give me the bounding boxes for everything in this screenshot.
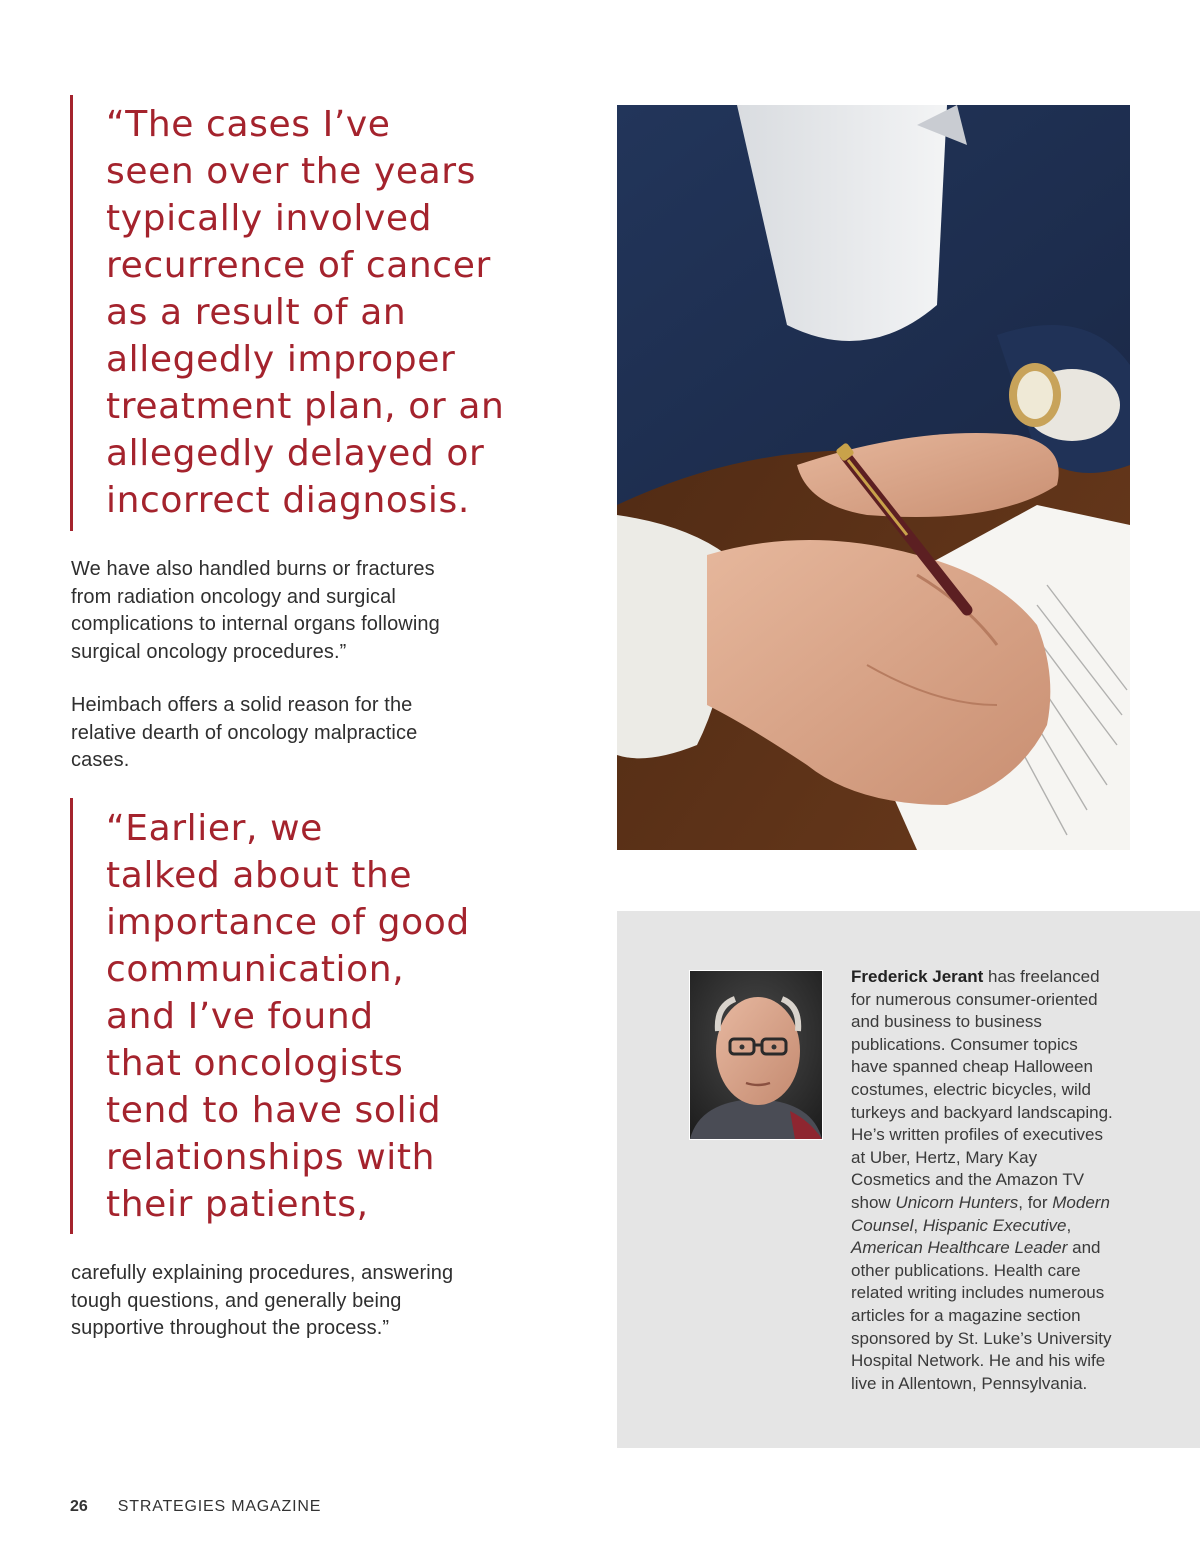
pull-quote-1 xyxy=(70,95,540,531)
bio-line: have spanned cheap Halloween xyxy=(851,1057,1093,1077)
paragraph-line: carefully explaining procedures, answering xyxy=(71,1262,454,1284)
bio-line: articles for a magazine section xyxy=(851,1305,1081,1325)
bio-line: turkeys and backyard landscaping. xyxy=(851,1102,1113,1122)
publication-title: American Healthcare Leader xyxy=(851,1238,1068,1258)
paragraph-line: complications to internal organs following xyxy=(71,613,440,635)
pull-quote-line: importance of good xyxy=(106,902,470,943)
body-paragraph-3 xyxy=(71,1260,541,1343)
bio-text-segment: , for xyxy=(1018,1192,1053,1212)
pull-quote-line: as a result of an xyxy=(106,292,407,333)
pull-quote-line: and I’ve found xyxy=(106,996,374,1037)
bio-line: He’s written profiles of executives xyxy=(851,1125,1103,1145)
bio-line xyxy=(851,1192,1171,1215)
bio-line: and business to business xyxy=(851,1012,1042,1032)
publication-title: Unicorn Hunters xyxy=(895,1192,1019,1212)
pull-quote-2 xyxy=(70,798,540,1234)
author-bio-text xyxy=(851,966,1171,1395)
pull-quote-line: allegedly improper xyxy=(106,339,456,380)
paragraph-line: cases. xyxy=(71,749,130,771)
bio-line: sponsored by St. Luke’s University xyxy=(851,1328,1112,1348)
bio-line: live in Allentown, Pennsylvania. xyxy=(851,1373,1088,1393)
paragraph-line: supportive throughout the process.” xyxy=(71,1317,390,1339)
bio-line: for numerous consumer-oriented xyxy=(851,989,1098,1009)
pull-quote-line: seen over the years xyxy=(106,151,477,192)
bio-line xyxy=(851,1237,1171,1260)
pull-quote-line: incorrect diagnosis. xyxy=(106,480,470,521)
pull-quote-line: communication, xyxy=(106,949,405,990)
pull-quote-line: relationships with xyxy=(106,1137,435,1178)
page-footer xyxy=(70,1498,321,1516)
publication-title: Counsel xyxy=(851,1215,914,1235)
paragraph-line: Heimbach offers a solid reason for the xyxy=(71,694,413,716)
author-name: Frederick Jerant xyxy=(851,967,984,986)
pull-quote-line: typically involved xyxy=(106,198,433,239)
bio-line: other publications. Health care xyxy=(851,1260,1081,1280)
paragraph-line: from radiation oncology and surgical xyxy=(71,585,396,608)
pull-quote-line: their patients, xyxy=(106,1184,369,1225)
publication-title: Modern xyxy=(1052,1192,1110,1212)
bio-line xyxy=(851,1215,1171,1238)
article-photo-writing-hand xyxy=(617,105,1130,850)
bio-text-segment: and xyxy=(1067,1238,1101,1258)
pull-quote-line: “The cases I’ve xyxy=(106,104,391,145)
author-headshot xyxy=(689,970,823,1140)
pull-quote-line: treatment plan, or an xyxy=(106,386,505,427)
bio-line: Hospital Network. He and his wife xyxy=(851,1351,1106,1371)
bio-line: related writing includes numerous xyxy=(851,1283,1105,1303)
paragraph-line: surgical oncology procedures.” xyxy=(71,640,347,663)
pull-quote-line: recurrence of cancer xyxy=(106,245,491,286)
body-paragraph-1 xyxy=(71,556,541,666)
bio-line: publications. Consumer topics xyxy=(851,1034,1078,1054)
page-number: 26 xyxy=(70,1498,88,1515)
bio-text-segment: , xyxy=(913,1215,923,1235)
pull-quote-line: talked about the xyxy=(106,855,413,896)
paragraph-line: tough questions, and generally being xyxy=(71,1289,402,1312)
bio-line: at Uber, Hertz, Mary Kay xyxy=(851,1147,1038,1167)
publication-name: STRATEGIES MAGAZINE xyxy=(117,1498,322,1515)
paragraph-line: relative dearth of oncology malpractice xyxy=(71,721,418,744)
body-paragraph-2 xyxy=(71,692,541,775)
pull-quote-line: allegedly delayed or xyxy=(106,433,485,474)
publication-title: Hispanic Executive xyxy=(922,1215,1067,1235)
pull-quote-line: tend to have solid xyxy=(106,1090,442,1131)
pull-quote-line: that oncologists xyxy=(106,1043,404,1084)
bio-text-segment: show xyxy=(851,1192,896,1212)
paragraph-line: We have also handled burns or fractures xyxy=(71,558,435,580)
bio-line: Cosmetics and the Amazon TV xyxy=(851,1170,1085,1190)
bio-line: costumes, electric bicycles, wild xyxy=(851,1079,1091,1099)
pull-quote-line: “Earlier, we xyxy=(106,808,323,849)
bio-text-segment: , xyxy=(1066,1215,1072,1235)
bio-text-segment: has freelanced xyxy=(983,967,1100,986)
